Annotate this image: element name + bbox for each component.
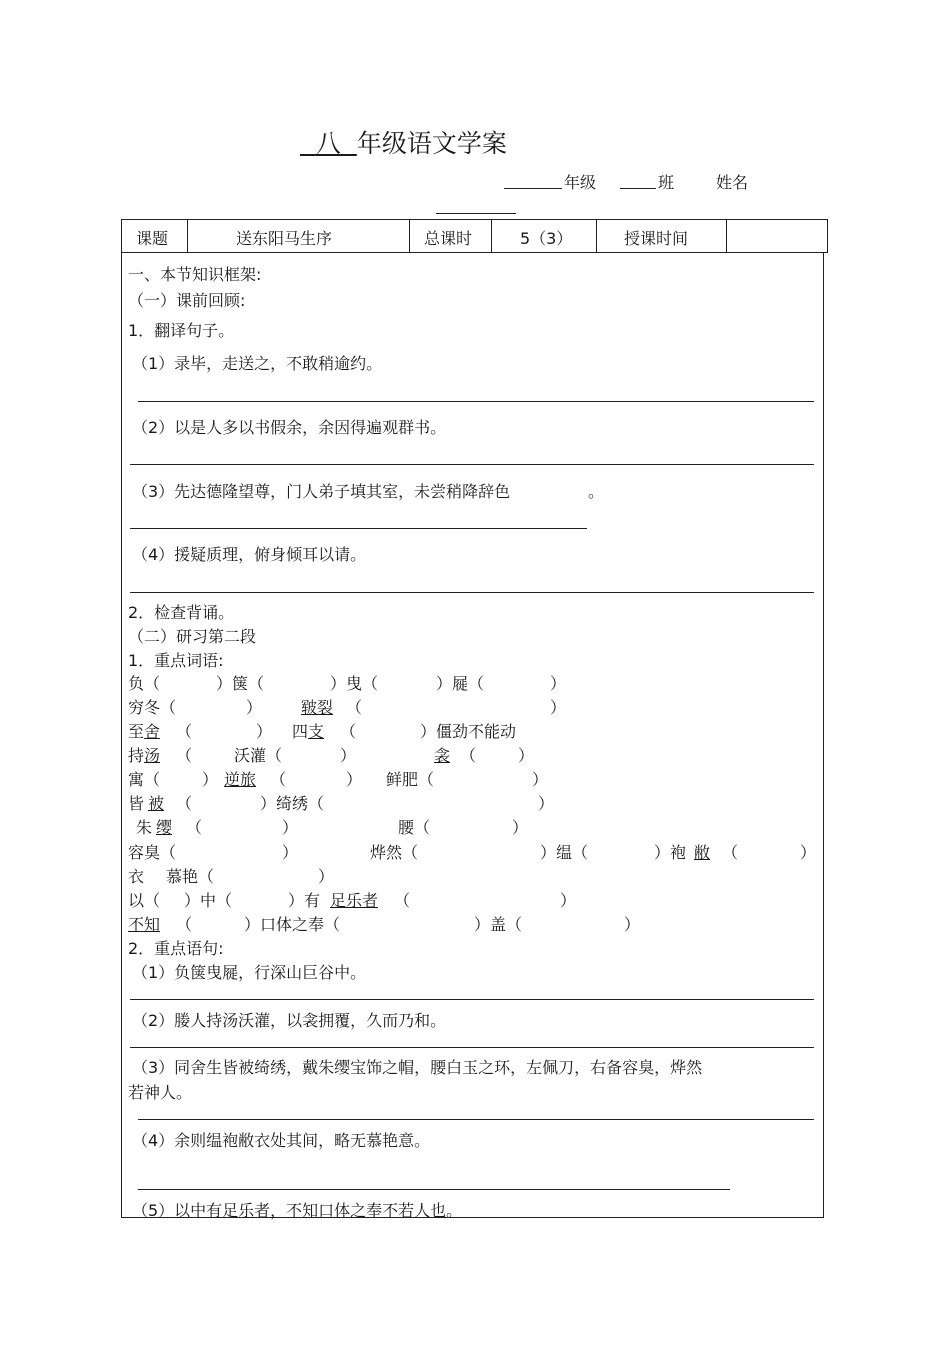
class-blank[interactable] (620, 172, 656, 193)
section-heading: 一、本节知识框架: (128, 265, 262, 284)
total-label: 总课时 (424, 229, 473, 248)
sentence-5: （5）以中有足乐者，不知口体之奉不若人也。 (132, 1201, 463, 1220)
sentence-answer-line-2[interactable] (130, 1047, 814, 1048)
answer-line-1[interactable] (138, 401, 814, 402)
sentence-answer-line-4[interactable] (138, 1189, 730, 1190)
grade-blank[interactable] (504, 172, 562, 193)
study-heading: （二）研习第二段 (128, 627, 257, 646)
vocab-row-4: 持 汤 （ 沃灌（ ） 衾 （ ） (128, 746, 535, 765)
answer-line-3[interactable] (130, 528, 587, 529)
recite-heading: 2．检查背诵。 (128, 603, 235, 622)
vocab-row-6: 皆 被 （ ）绮绣（ ） (128, 794, 555, 813)
class-label: 班 (658, 173, 675, 192)
answer-line-2[interactable] (130, 464, 814, 465)
translate-item-1: （1）录毕，走送之，不敢稍逾约。 (132, 354, 383, 373)
vocab-row-3: 至 舍 （ ） 四 支 （ ）僵劲不能动 (128, 722, 517, 741)
vocab-row-2: 穷冬（ ） 皲裂 （ ） (128, 698, 567, 717)
vocab-row-7: 朱 缨 （ ） 腰（ ） (136, 818, 529, 837)
time-label: 授课时间 (624, 229, 689, 248)
answer-line-4[interactable] (130, 592, 814, 593)
translate-heading: 1．翻译句子。 (128, 321, 235, 340)
sentence-1: （1）负箧曳屣，行深山巨谷中。 (132, 963, 367, 982)
table-col1 (187, 219, 188, 252)
sentence-answer-line-1[interactable] (130, 999, 814, 1000)
vocab-row-11: 不知 （ ）口体之奉（ ）盖（ ） (128, 915, 641, 934)
sentence-3-cont: 若神人。 (128, 1083, 193, 1102)
topic-label: 课题 (136, 229, 169, 248)
vocab-row-8: 容臭（ ） 烨然（ ）缊（ ）袍 敝 （ ） (128, 843, 817, 862)
name-blank[interactable] (436, 213, 516, 214)
sentence-4: （4）余则缊袍敝衣处其间，略无慕艳意。 (132, 1131, 431, 1150)
topic-value: 送东阳马生序 (236, 229, 333, 248)
table-left-border (121, 219, 122, 1217)
translate-item-2: （2）以是人多以书假余，余因得遍观群书。 (132, 418, 447, 437)
table-col2 (409, 219, 410, 252)
total-value: 5（3） (520, 229, 573, 248)
translate-item-3: （3）先达德隆望尊，门人弟子填其室，未尝稍降辞色 (132, 482, 511, 501)
table-col4 (596, 219, 597, 252)
sentence-answer-line-3[interactable] (138, 1119, 814, 1120)
table-col3 (491, 219, 492, 252)
page-title (300, 124, 507, 160)
vocab-row-1: 负（ ）箧（ ）曳（ ）屣（ ） (128, 674, 567, 693)
table-col5 (726, 219, 727, 252)
name-label: 姓名 (716, 173, 749, 192)
grade-fill: 八 (315, 129, 341, 158)
sentences-heading: 2．重点语句: (128, 939, 224, 958)
table-right-border-top (827, 219, 828, 252)
title-suffix: 年级语文学案 (356, 129, 507, 158)
sentence-3: （3）同舍生皆被绮绣，戴朱缨宝饰之帽，腰白玉之环，左佩刀，右备容臭，烨然 (132, 1058, 703, 1077)
vocab-heading: 1．重点词语: (128, 651, 224, 670)
table-top-border (121, 219, 828, 220)
grade-label: 年级 (564, 173, 597, 192)
review-heading: （一）课前回顾: (128, 291, 246, 310)
vocab-row-10: 以（ ）中（ ）有 足乐者 （ ） (128, 891, 577, 910)
sentence-2: （2）媵人持汤沃灌，以衾拥覆，久而乃和。 (132, 1011, 447, 1030)
translate-item-3-end: 。 (588, 482, 605, 501)
vocab-row-5: 寓（ ） 逆旅 （ ） 鲜肥（ ） (128, 770, 549, 789)
translate-item-4: （4）援疑质理，俯身倾耳以请。 (132, 545, 367, 564)
table-row-border (121, 252, 828, 253)
vocab-row-9: 衣 慕艳（ ） (128, 867, 335, 886)
